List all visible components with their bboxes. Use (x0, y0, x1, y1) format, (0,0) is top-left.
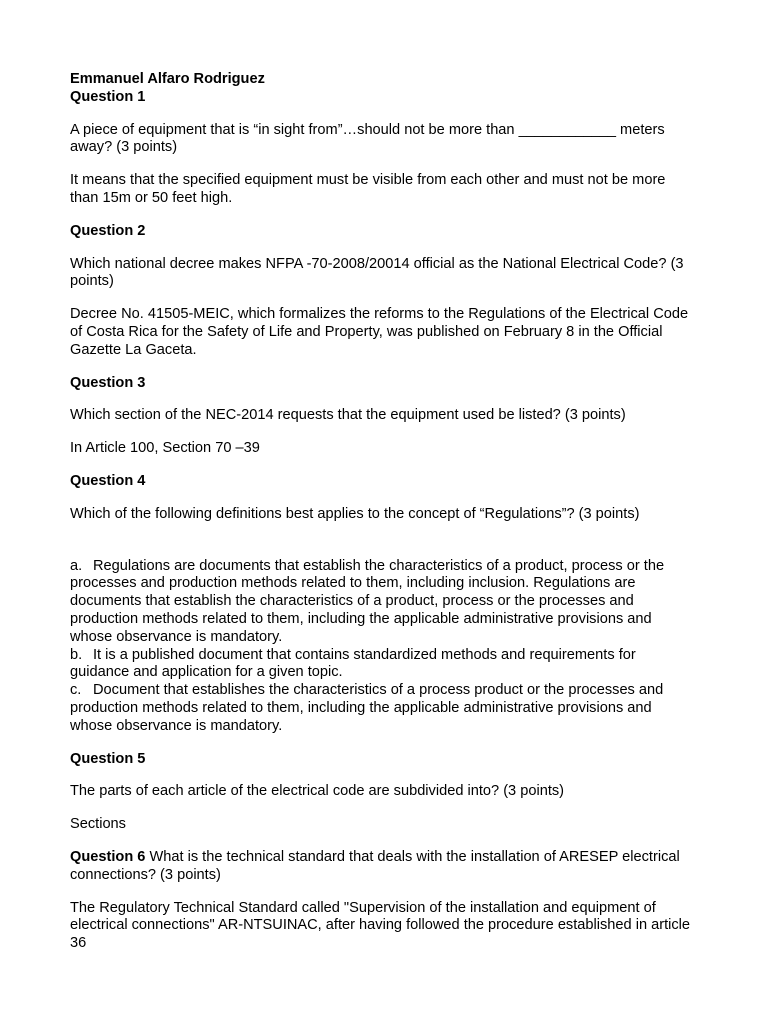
option-b-label: b. (70, 646, 83, 663)
option-c (70, 682, 692, 735)
question-6-question: What is the technical standard that deals with the installation of ARESEP electrical connections? (3 points) (70, 848, 680, 883)
option-b-text: It is a published document that contains standardized methods and requirements for guidance and application for a given topic. (70, 646, 636, 681)
question-3-text: Which section of the NEC-2014 requests that the equipment used be listed? (3 points) (70, 407, 626, 424)
question-4-text: Which of the following definitions best applies to the concept of “Regulations”? (3 points) (70, 505, 640, 522)
question-2-answer: Decree No. 41505-MEIC, which formalizes the reforms to the Regulations of the Electrical Code of Costa Rica for the Safety of Life and Property, was published on February 8 in the Official Gazette La Gaceta. (70, 306, 689, 358)
question-4-heading: Question 4 (70, 472, 146, 489)
author-name: Emmanuel Alfaro Rodriguez (70, 71, 265, 87)
question-5-heading: Question 5 (70, 750, 146, 767)
question-6-text (70, 849, 692, 885)
option-c-text: Document that establishes the characteristics of a process product or the processes and production methods related to them, including the applicable administrative provisions and whose observance is mandatory. (70, 682, 664, 734)
option-a-text: Regulations are documents that establish the characteristics of a product, process or the processes and production methods related to them, including inclusion. Regulations are documents that establish the characteristics of a product, process or the processes and production methods related to them, including the applicable administrative provisions and whose observance is mandatory. (70, 557, 665, 645)
question-4-options (70, 558, 692, 736)
option-c-label: c. (70, 682, 82, 699)
question-5-text: The parts of each article of the electrical code are subdivided into? (3 points) (70, 783, 565, 800)
question-6-answer: The Regulatory Technical Standard called "Supervision of the installation and equipment of electrical connections" AR-NTSUINAC, after having followed the procedure established in article 36 (70, 899, 691, 952)
question-5-answer: Sections (70, 816, 126, 833)
question-6-heading: Question 6 (70, 848, 146, 865)
question-3-heading: Question 3 (70, 374, 146, 391)
question-1-answer: It means that the specified equipment must be visible from each other and must not be more than 15m or 50 feet high. (70, 172, 666, 206)
question-1-text: A piece of equipment that is “in sight from”…should not be more than ____________ meters away? (3 points) (70, 121, 665, 156)
document-content (70, 71, 692, 953)
question-3-answer: In Article 100, Section 70 –39 (70, 440, 260, 457)
question-1-heading: Question 1 (70, 88, 146, 105)
option-b (70, 647, 692, 683)
question-2-heading: Question 2 (70, 222, 146, 239)
option-a-label: a. (70, 557, 83, 574)
question-2-text: Which national decree makes NFPA -70-2008/20014 official as the National Electrical Code? (3 points) (70, 255, 684, 290)
option-a (70, 558, 692, 647)
